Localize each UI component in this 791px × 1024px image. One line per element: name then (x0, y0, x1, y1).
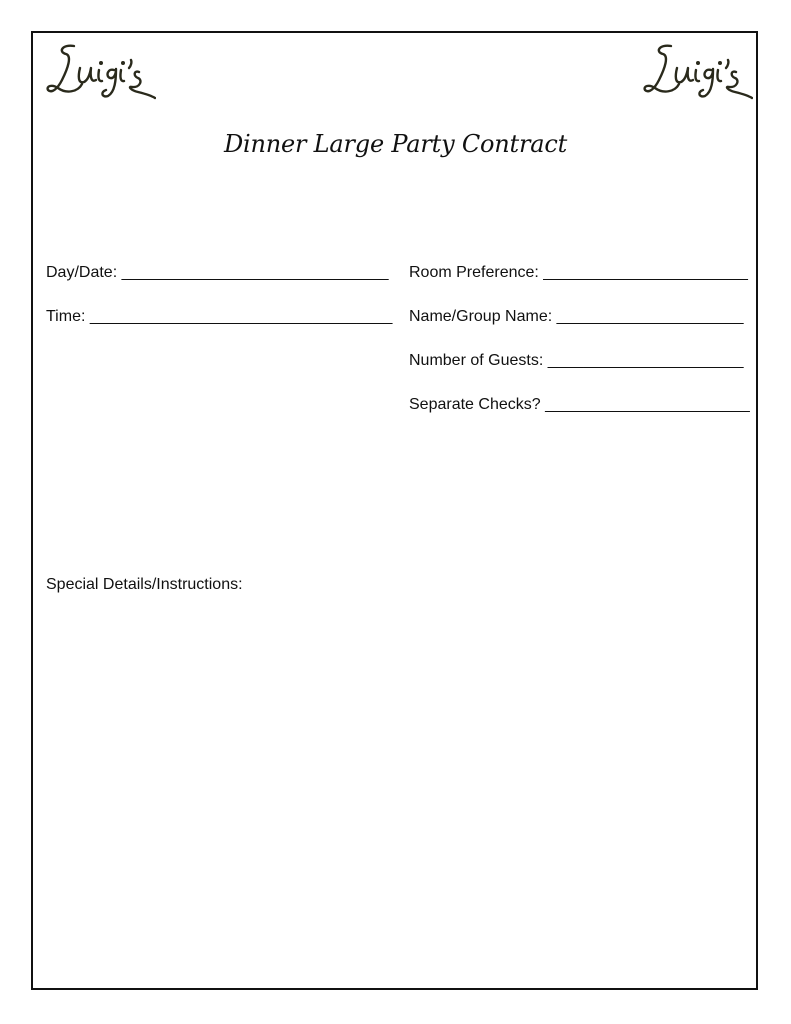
number-of-guests-label: Number of Guests: (409, 352, 548, 369)
day-date-field[interactable] (46, 263, 389, 283)
separate-checks-label: Separate Checks? (409, 396, 546, 413)
separate-checks-blank[interactable]: _______________________ (545, 396, 750, 413)
room-preference-blank[interactable]: _______________________ (543, 264, 748, 281)
luigis-logo-left (44, 38, 156, 102)
luigis-logo-icon (641, 38, 753, 102)
number-of-guests-blank[interactable]: ______________________ (547, 352, 744, 369)
day-date-label: Day/Date: (46, 264, 122, 281)
luigis-logo-right (641, 38, 753, 102)
luigis-logo-icon (44, 38, 156, 102)
room-preference-field[interactable] (409, 263, 748, 283)
room-preference-label: Room Preference: (409, 264, 544, 281)
special-details-label: Special Details/Instructions: (46, 576, 243, 593)
name-group-name-label: Name/Group Name: (409, 308, 557, 325)
number-of-guests-field[interactable] (409, 351, 743, 371)
time-blank[interactable]: __________________________________ (89, 308, 393, 325)
page-border (31, 31, 758, 990)
page-title: Dinner Large Party Contract (223, 130, 568, 158)
time-label: Time: (46, 308, 90, 325)
name-group-name-blank[interactable]: _____________________ (556, 308, 744, 325)
separate-checks-field[interactable] (409, 395, 750, 415)
time-field[interactable] (46, 307, 392, 327)
name-group-name-field[interactable] (409, 307, 743, 327)
day-date-blank[interactable]: ______________________________ (121, 264, 389, 281)
